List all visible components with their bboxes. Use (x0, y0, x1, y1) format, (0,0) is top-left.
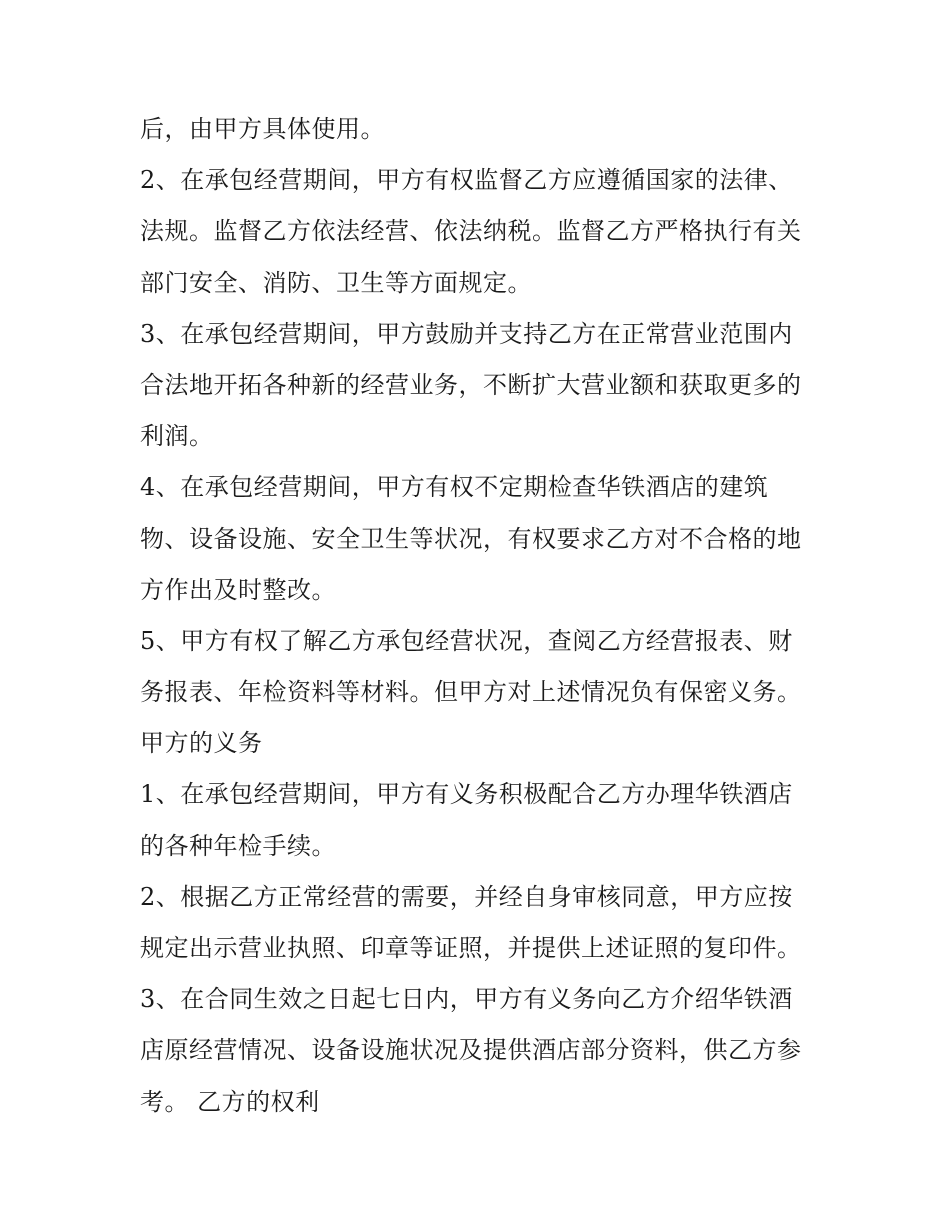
text-line: 务报表、年检资料等材料。但甲方对上述情况负有保密义务。 (140, 678, 802, 707)
text-line: 3、在合同生效之日起七日内，甲方有义务向乙方介绍华铁酒 (140, 985, 793, 1014)
text-line: 2、根据乙方正常经营的需要，并经自身审核同意，甲方应按 (140, 882, 793, 911)
text-line: 的各种年检手续。 (140, 831, 336, 860)
text-line: 店原经营情况、设备设施状况及提供酒店部分资料，供乙方参 (140, 1036, 802, 1065)
text-line: 规定出示营业执照、印章等证照，并提供上述证照的复印件。 (140, 934, 802, 962)
text-line: 法规。监督乙方依法经营、依法纳税。监督乙方严格执行有关 (140, 217, 802, 246)
text-line: 4、在承包经营期间，甲方有权不定期检查华铁酒店的建筑 (140, 473, 769, 502)
text-line: 后，由甲方具体使用。 (140, 115, 385, 143)
text-line: 2、在承包经营期间，甲方有权监督乙方应遵循国家的法律、 (140, 166, 793, 195)
text-line: 方作出及时整改。 (140, 575, 336, 604)
document-body (140, 104, 820, 1128)
text-line: 考。 乙方的权利 (140, 1087, 320, 1116)
text-line: 1、在承包经营期间，甲方有义务积极配合乙方办理华铁酒店 (140, 780, 793, 809)
text-line: 利润。 (140, 422, 214, 451)
text-line: 合法地开拓各种新的经营业务，不断扩大营业额和获取更多的 (140, 370, 802, 399)
text-line: 3、在承包经营期间，甲方鼓励并支持乙方在正常营业范围内 (140, 319, 793, 348)
section-heading: 甲方的义务 (140, 729, 263, 758)
text-line: 物、设备设施、安全卫生等状况，有权要求乙方对不合格的地 (140, 524, 802, 553)
text-line: 5、甲方有权了解乙方承包经营状况，查阅乙方经营报表、财 (140, 626, 793, 655)
text-line: 部门安全、消防、卫生等方面规定。 (140, 268, 532, 297)
